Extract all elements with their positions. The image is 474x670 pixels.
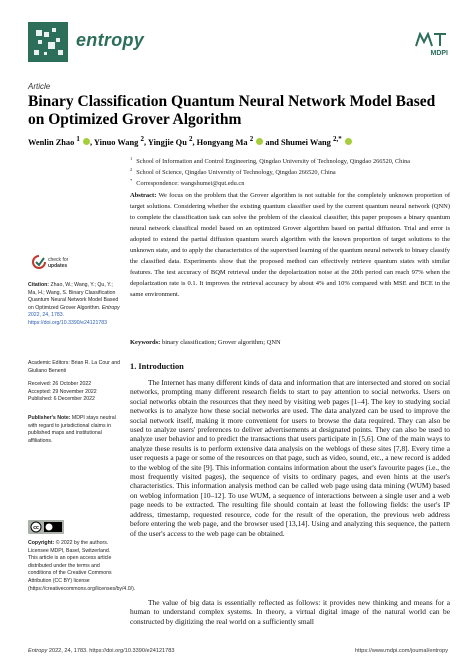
affiliation-mark: 2 <box>130 167 133 173</box>
affiliation-mark: * <box>130 178 133 184</box>
author-list: Wenlin Zhao $^1$ , Yinuo Wang $^2$, Yingjie Qu $^2$, Hongyang Ma $^2$ and Shumei Wang $^{2,*}$ <box>28 135 352 147</box>
check-updates-icon <box>32 255 46 271</box>
affiliation-item <box>130 155 450 166</box>
affiliation-text: School of Information and Control Engineering, Qingdao University of Technology, Qingdao 266520, China <box>136 158 411 166</box>
citation-block <box>28 282 120 328</box>
abstract <box>130 190 450 300</box>
academic-editors: Academic Editors: Brian R. La Cour and Giuliano Benenti <box>28 360 120 374</box>
journal-header <box>28 22 448 62</box>
abstract-text: We focus on the problem that the Grover algorithm is not suitable for the completely unknown proportion of target solutions. Considering whether the existing quantum classifier used by the current quantum neural network (QNN) to complete the classification task can solve the problem of the classical classifier, this paper proposes a binary quantum neural network classifical model based on an optimized Grover algorithm based on partial diffusion. Trial and error is adopted to extend the partial diffusion quantum search algorithm with the known proportion of target solutions to the unknown state, and to apply the characteristics of the supervised learning of the quantum neural network to binary classify the classified data. Experiments show that the proposed method can effectively retrieve quantum states with similar features. The test accuracy of BQM retrieval under the depolarization noise at the 20th period can reach 97% when the depolarization rate is 0.1. It improves the retrieval accuracy by about 4% and 10% compared with MSE and BCE in the same environment. <box>130 192 450 298</box>
accepted-date: Accepted: 29 November 2022 <box>28 388 97 395</box>
orcid-icon[interactable] <box>345 138 352 145</box>
footer-journal: Entropy <box>28 648 48 654</box>
copyright-text: © 2022 by the authors. Licensee MDPI, Basel, Switzerland. This article is an open access article distributed under the terms and conditions of the Creative Commons Attribution (CC BY) license (https://creativecommons.org/licenses/by/4.0/). <box>28 540 136 592</box>
published-date: Published: 6 December 2022 <box>28 396 95 403</box>
svg-text:cc: cc <box>33 525 39 531</box>
abstract-label: Abstract: <box>130 192 157 199</box>
correspondence-text[interactable]: Correspondence: wangshumei@qut.edu.cn <box>136 180 245 188</box>
check-updates-label <box>48 257 68 269</box>
author-affiliation-mark: 1 <box>76 135 80 143</box>
check-updates-line: updates <box>48 263 68 269</box>
footer-journal-url[interactable]: https://www.mdpi.com/journal/entropy <box>355 648 448 654</box>
footer-doi[interactable]: 2022, 24, 1783. https://doi.org/10.3390/e24121783 <box>48 648 175 654</box>
journal-name[interactable]: entropy <box>76 30 145 50</box>
footer-citation <box>28 648 175 654</box>
publisher-note <box>28 415 120 445</box>
author-affiliation-mark: 2,* <box>332 135 342 143</box>
check-for-updates-button[interactable] <box>28 255 120 277</box>
author-affiliation-mark: 2 <box>188 135 193 143</box>
author-name[interactable]: Wenlin Zhao <box>28 137 75 147</box>
publisher-note-text: MDPI stays neutral with regard to jurisdictional claims in published maps and institutional affiliations. <box>28 415 116 444</box>
publisher-name: MDPI <box>430 50 448 57</box>
keywords <box>130 338 450 347</box>
cc-by-license-icon[interactable] <box>28 520 64 534</box>
keywords-label: Keywords: <box>130 339 161 346</box>
publisher-note-label: Publisher's Note: <box>28 415 71 421</box>
citation-text: Zhao, W.; Wang, Y.; Qu, Y.; Ma, H.; Wang, S. Binary Classification Quantum Neural Network Model Based on Optimized Grover Algorithm. <box>28 282 119 311</box>
citation-journal: Entropy <box>101 304 120 311</box>
article-title: Binary Classification Quantum Neural Network Model Based on Optimized Grover Algorithm <box>28 93 436 128</box>
copyright-label: Copyright: <box>28 540 55 546</box>
entropy-logo-icon <box>28 22 68 62</box>
affiliation-item <box>130 177 450 188</box>
author-name[interactable]: Hongyang Ma <box>196 137 248 147</box>
intro-paragraph-1: The Internet has many different kinds of data and information that are intersected and stored on social networks, prompting many different research fields to start to pay attention to social networks. Users on social networks obtain the resources that they need by visiting web pages [1–4]. The key to studying social networks is to analyze how these social networks are used. The data analyzed can be used to improve the social network itself, making it more convenient for users to browse the data required. They can also be used to analyze users' preferences to deliver advertisements at designated points. They can also be used to analyze user behavior and to predict the transactions that users participate in [5,6]. One of the main ways to analyze these results is to perform extensive data analysis on the weblogs of these sites [7,8]. Every time a user requests a page or some of the resources on that page, such as video, sound, etc., a new record is added to the weblog of the site [9]. This information contains information about the user's favourite pages (i.e., the most frequently visited pages), the sequence of visits to ordinary pages, and even hints at the user's characteristics. This information analysis method can be called web page using data mining (WUM) based on weblog information [10–12]. To use WUM, a sequence of interactions between a single user and a web page needs to be extracted. The resulting file should contain at least the following fields: the user's IP address, timestamp, requested resource, code for the result of the operation, the previous web address before entering the web page, and the browser used [13,14]. Using and analyzing this sequence, the pattern of the user's access to the web page can be obtained. <box>130 378 450 538</box>
intro-paragraph-2: The value of big data is essentially reflected as follows: it provides new thinking and means for a human to understand complex systems. In theory, a virtual digital image of the natural world can be constructed by digitizing the real world on a sufficiently small <box>130 598 450 626</box>
citation-label: Citation: <box>28 282 50 288</box>
author-name[interactable]: Yinuo Wang <box>93 137 139 147</box>
received-date: Received: 26 October 2022 <box>28 381 92 387</box>
dates-block <box>28 381 120 404</box>
section-heading: 1. Introduction <box>130 362 184 371</box>
orcid-icon[interactable] <box>256 138 263 145</box>
affiliation-item <box>130 166 450 177</box>
copyright-block <box>28 540 136 593</box>
author-name[interactable]: Yingjie Qu <box>147 137 187 147</box>
keywords-text: binary classification; Grover algorithm; QNN <box>161 339 281 346</box>
author-name[interactable]: and Shumei Wang <box>265 137 331 147</box>
citation-doi-link[interactable]: 2022, 24, 1783. https://doi.org/10.3390/e24121783 <box>28 312 108 326</box>
affiliation-mark: 1 <box>130 156 133 161</box>
affiliations <box>130 155 450 188</box>
article-type: Article <box>28 82 51 91</box>
orcid-icon[interactable] <box>83 138 90 145</box>
check-updates-line: check for <box>48 257 69 263</box>
mdpi-logo-icon[interactable] <box>414 32 448 48</box>
author-affiliation-mark: 2 <box>249 135 254 143</box>
affiliation-text: School of Science, Qingdao University of Technology, Qingdao 266520, China <box>136 169 336 177</box>
author-affiliation-mark: 2 <box>140 135 144 143</box>
